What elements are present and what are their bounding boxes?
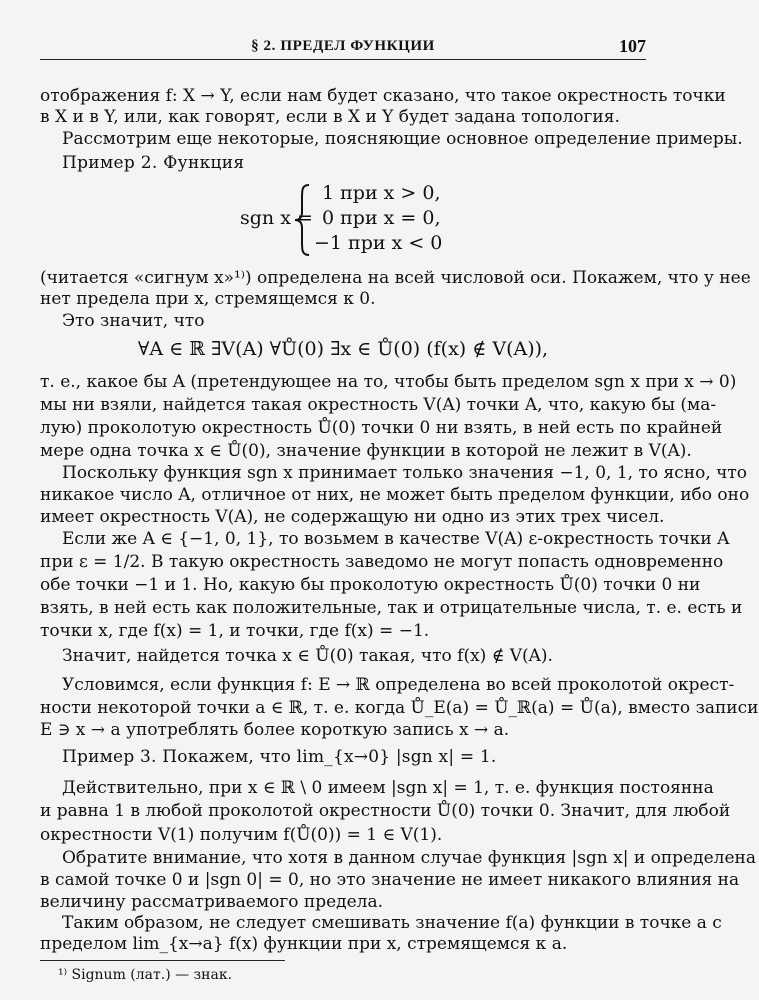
footnote-divider — [40, 960, 285, 961]
text-line: лую) проколотую окрестность Ů(0) точки 0 ни взять, в ней есть по крайней — [40, 418, 723, 438]
text-line: в X и в Y, или, как говорят, если в X и Y будет задана топология. — [40, 107, 620, 127]
sgn-formula-lhs: sgn x = — [240, 207, 313, 229]
text-line: Рассмотрим еще некоторые, поясняющие основное определение примеры. — [62, 129, 743, 149]
text-line: и равна 1 в любой проколотой окрестности Ů(0) точки 0. Значит, для любой — [40, 801, 731, 821]
text-line: Если же A ∈ {−1, 0, 1}, то возьмем в качестве V(A) ε-окрестность точки A — [62, 529, 730, 549]
text-line: пределом lim_{x→a} f(x) функции при x, стремящемся к a. — [40, 934, 568, 954]
text-line: отображения f: X → Y, если нам будет сказано, что такое окрестность точки — [40, 86, 726, 106]
text-line: т. е., какое бы A (претендующее на то, чтобы быть пределом sgn x при x → 0) — [40, 372, 737, 392]
sgn-case: −1 при x < 0 — [314, 232, 443, 254]
footnote: ¹⁾ Signum (лат.) — знак. — [58, 967, 233, 983]
sgn-case: 0 при x = 0, — [322, 207, 441, 229]
text-line: при ε = 1/2. В такую окрестность заведомо не могут попасть одновременно — [40, 552, 724, 572]
text-line: Поскольку функция sgn x принимает только значения −1, 0, 1, то ясно, что — [62, 463, 748, 483]
text-line: ности некоторой точки a ∈ ℝ, т. е. когда Ů_E(a) = Ů_ℝ(a) = Ů(a), вместо записи — [40, 698, 759, 718]
text-line: Значит, найдется точка x ∈ Ů(0) такая, что f(x) ∉ V(A). — [62, 646, 553, 666]
text-line: окрестности V(1) получим f(Ů(0)) = 1 ∈ V(1). — [40, 825, 443, 845]
header-title: § 2. ПРЕДЕЛ ФУНКЦИИ — [251, 38, 435, 54]
text-line: в самой точке 0 и |sgn 0| = 0, но это значение не имеет никакого влияния на — [40, 870, 740, 890]
text-line: Действительно, при x ∈ ℝ \ 0 имеем |sgn x| = 1, т. е. функция постоянна — [62, 778, 714, 798]
text-line: величину рассматриваемого предела. — [40, 892, 384, 912]
text-line: мере одна точка x ∈ Ů(0), значение функции в которой не лежит в V(A). — [40, 441, 692, 461]
example-heading: Пример 2. Функция — [62, 153, 245, 173]
sgn-case: 1 при x > 0, — [322, 182, 441, 204]
text-line: Это значит, что — [62, 311, 205, 331]
text-line: нет предела при x, стремящемся к 0. — [40, 289, 376, 309]
text-line: обе точки −1 и 1. Но, какую бы проколотую окрестность Ů(0) точки 0 ни — [40, 575, 701, 595]
text-line: никакое число A, отличное от них, не может быть пределом функции, ибо оно — [40, 485, 750, 505]
quantifier-formula: ∀A ∈ ℝ ∃V(A) ∀Ů(0) ∃x ∈ Ů(0) (f(x) ∉ V(A)), — [137, 338, 549, 360]
text-line: Таким образом, не следует смешивать значение f(a) функции в точке a с — [62, 913, 722, 933]
text-line: имеет окрестность V(A), не содержащую ни одно из этих трех чисел. — [40, 507, 665, 527]
running-header — [40, 37, 646, 60]
curly-brace-icon — [292, 184, 312, 256]
text-line: Обратите внимание, что хотя в данном случае функция |sgn x| и определена — [62, 848, 756, 868]
text-line: взять, в ней есть как положительные, так и отрицательные числа, т. е. есть и — [40, 598, 743, 618]
example-heading: Пример 3. Покажем, что lim_{x→0} |sgn x| = 1. — [62, 747, 497, 767]
text-line: точки x, где f(x) = 1, и точки, где f(x) = −1. — [40, 621, 430, 641]
text-line: E ∋ x → a употреблять более короткую запись x → a. — [40, 720, 510, 740]
text-line: мы ни взяли, найдется такая окрестность V(A) точки A, что, какую бы (ма- — [40, 395, 717, 415]
page-number: 107 — [619, 36, 646, 56]
text-line: (читается «сигнум x»¹⁾) определена на всей числовой оси. Покажем, что у нее — [40, 268, 751, 288]
text-line: Условимся, если функция f: E → ℝ определена во всей проколотой окрест- — [62, 675, 735, 695]
